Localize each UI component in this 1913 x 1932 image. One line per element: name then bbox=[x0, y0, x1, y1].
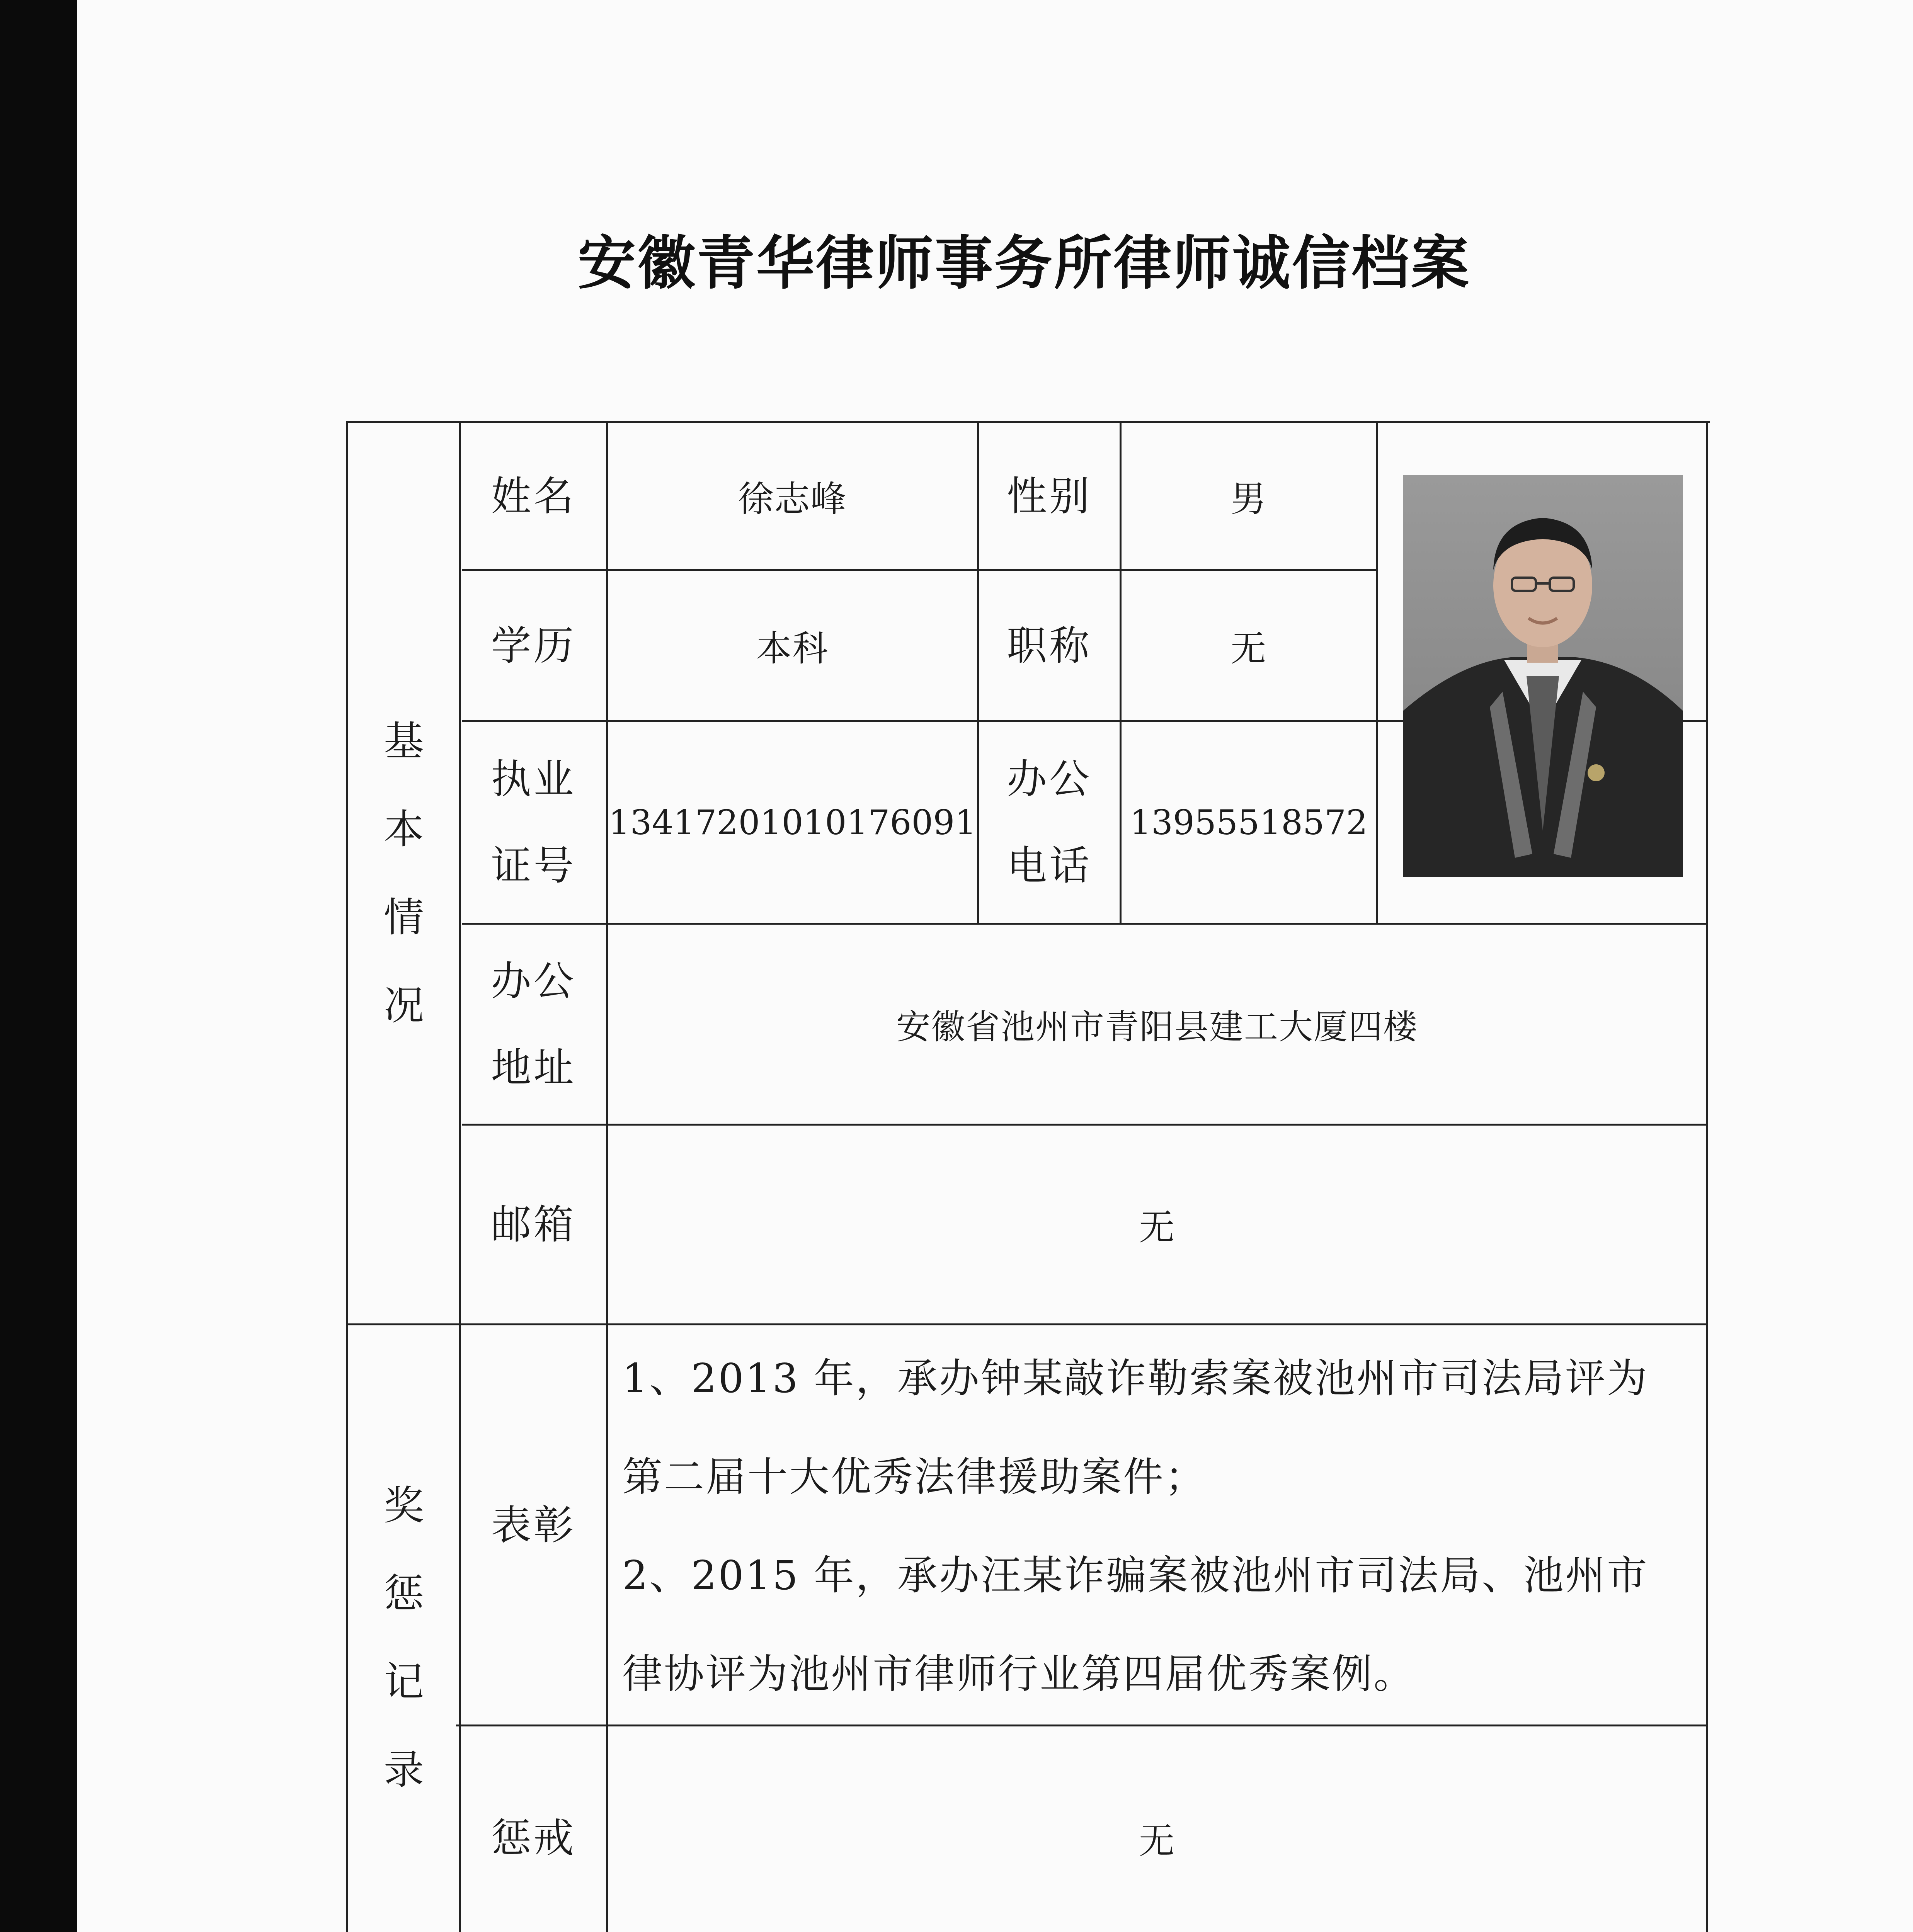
label-office-address bbox=[461, 925, 606, 1124]
column-divider-5 bbox=[1376, 421, 1378, 923]
value-gender: 男 bbox=[1230, 478, 1267, 520]
value-office-phone: 13955518572 bbox=[1130, 802, 1368, 842]
label-email: 邮箱 bbox=[491, 1201, 576, 1248]
label-title: 职称 bbox=[1006, 622, 1092, 669]
label-education: 学历 bbox=[491, 622, 576, 669]
portrait-image bbox=[1403, 475, 1683, 877]
section-rewards bbox=[348, 1325, 460, 1932]
label-phone-line-1: 办公 bbox=[1006, 755, 1092, 803]
value-title: 无 bbox=[1230, 628, 1267, 669]
value-education: 本科 bbox=[756, 628, 829, 669]
label-commendation: 表彰 bbox=[491, 1501, 576, 1549]
section-basic-char-3: 情 bbox=[383, 894, 424, 941]
scan-border-left bbox=[0, 0, 77, 1932]
lawyer-photo bbox=[1403, 475, 1683, 877]
section-rewards-char-1: 奖 bbox=[383, 1481, 424, 1529]
label-name: 姓名 bbox=[491, 473, 576, 520]
table-border-right bbox=[1706, 421, 1708, 1932]
section-rewards-char-3: 记 bbox=[383, 1658, 424, 1705]
section-basic-char-1: 基 bbox=[383, 718, 424, 765]
section-rewards-char-2: 惩 bbox=[383, 1570, 424, 1617]
section-basic-char-2: 本 bbox=[383, 806, 424, 853]
label-license-line-1: 执业 bbox=[491, 755, 576, 803]
commendation-line-3: 2、2015 年，承办汪某诈骗案被池州市司法局、池州市 bbox=[622, 1552, 1649, 1599]
commendation-line-1: 1、2013 年，承办钟某敲诈勒索案被池州市司法局评为 bbox=[622, 1355, 1649, 1402]
label-address-line-2: 地址 bbox=[491, 1044, 576, 1091]
commendation-line-2: 第二届十大优秀法律援助案件； bbox=[622, 1453, 1207, 1500]
label-gender: 性别 bbox=[1006, 473, 1092, 520]
value-name: 徐志峰 bbox=[738, 478, 847, 520]
label-license bbox=[461, 722, 606, 923]
value-license-number: 13417201010176091 bbox=[608, 802, 977, 842]
label-office-phone bbox=[979, 722, 1120, 923]
label-discipline: 惩戒 bbox=[491, 1814, 576, 1862]
value-office-address: 安徽省池州市青阳县建工大厦四楼 bbox=[896, 1007, 1418, 1047]
section-basic-char-4: 况 bbox=[383, 982, 424, 1029]
label-phone-line-2: 电话 bbox=[1006, 842, 1092, 889]
value-email: 无 bbox=[1139, 1207, 1175, 1248]
section-rewards-char-4: 录 bbox=[383, 1746, 424, 1793]
value-discipline: 无 bbox=[1139, 1820, 1175, 1862]
commendation-text bbox=[622, 1329, 1697, 1723]
label-license-line-2: 证号 bbox=[491, 842, 576, 889]
page-title: 安徽青华律师事务所律师诚信档案 bbox=[577, 230, 1470, 297]
section-basic-info bbox=[348, 423, 460, 1323]
commendation-line-4: 律协评为池州市律师行业第四届优秀案例。 bbox=[622, 1650, 1416, 1697]
label-address-line-1: 办公 bbox=[491, 957, 576, 1005]
